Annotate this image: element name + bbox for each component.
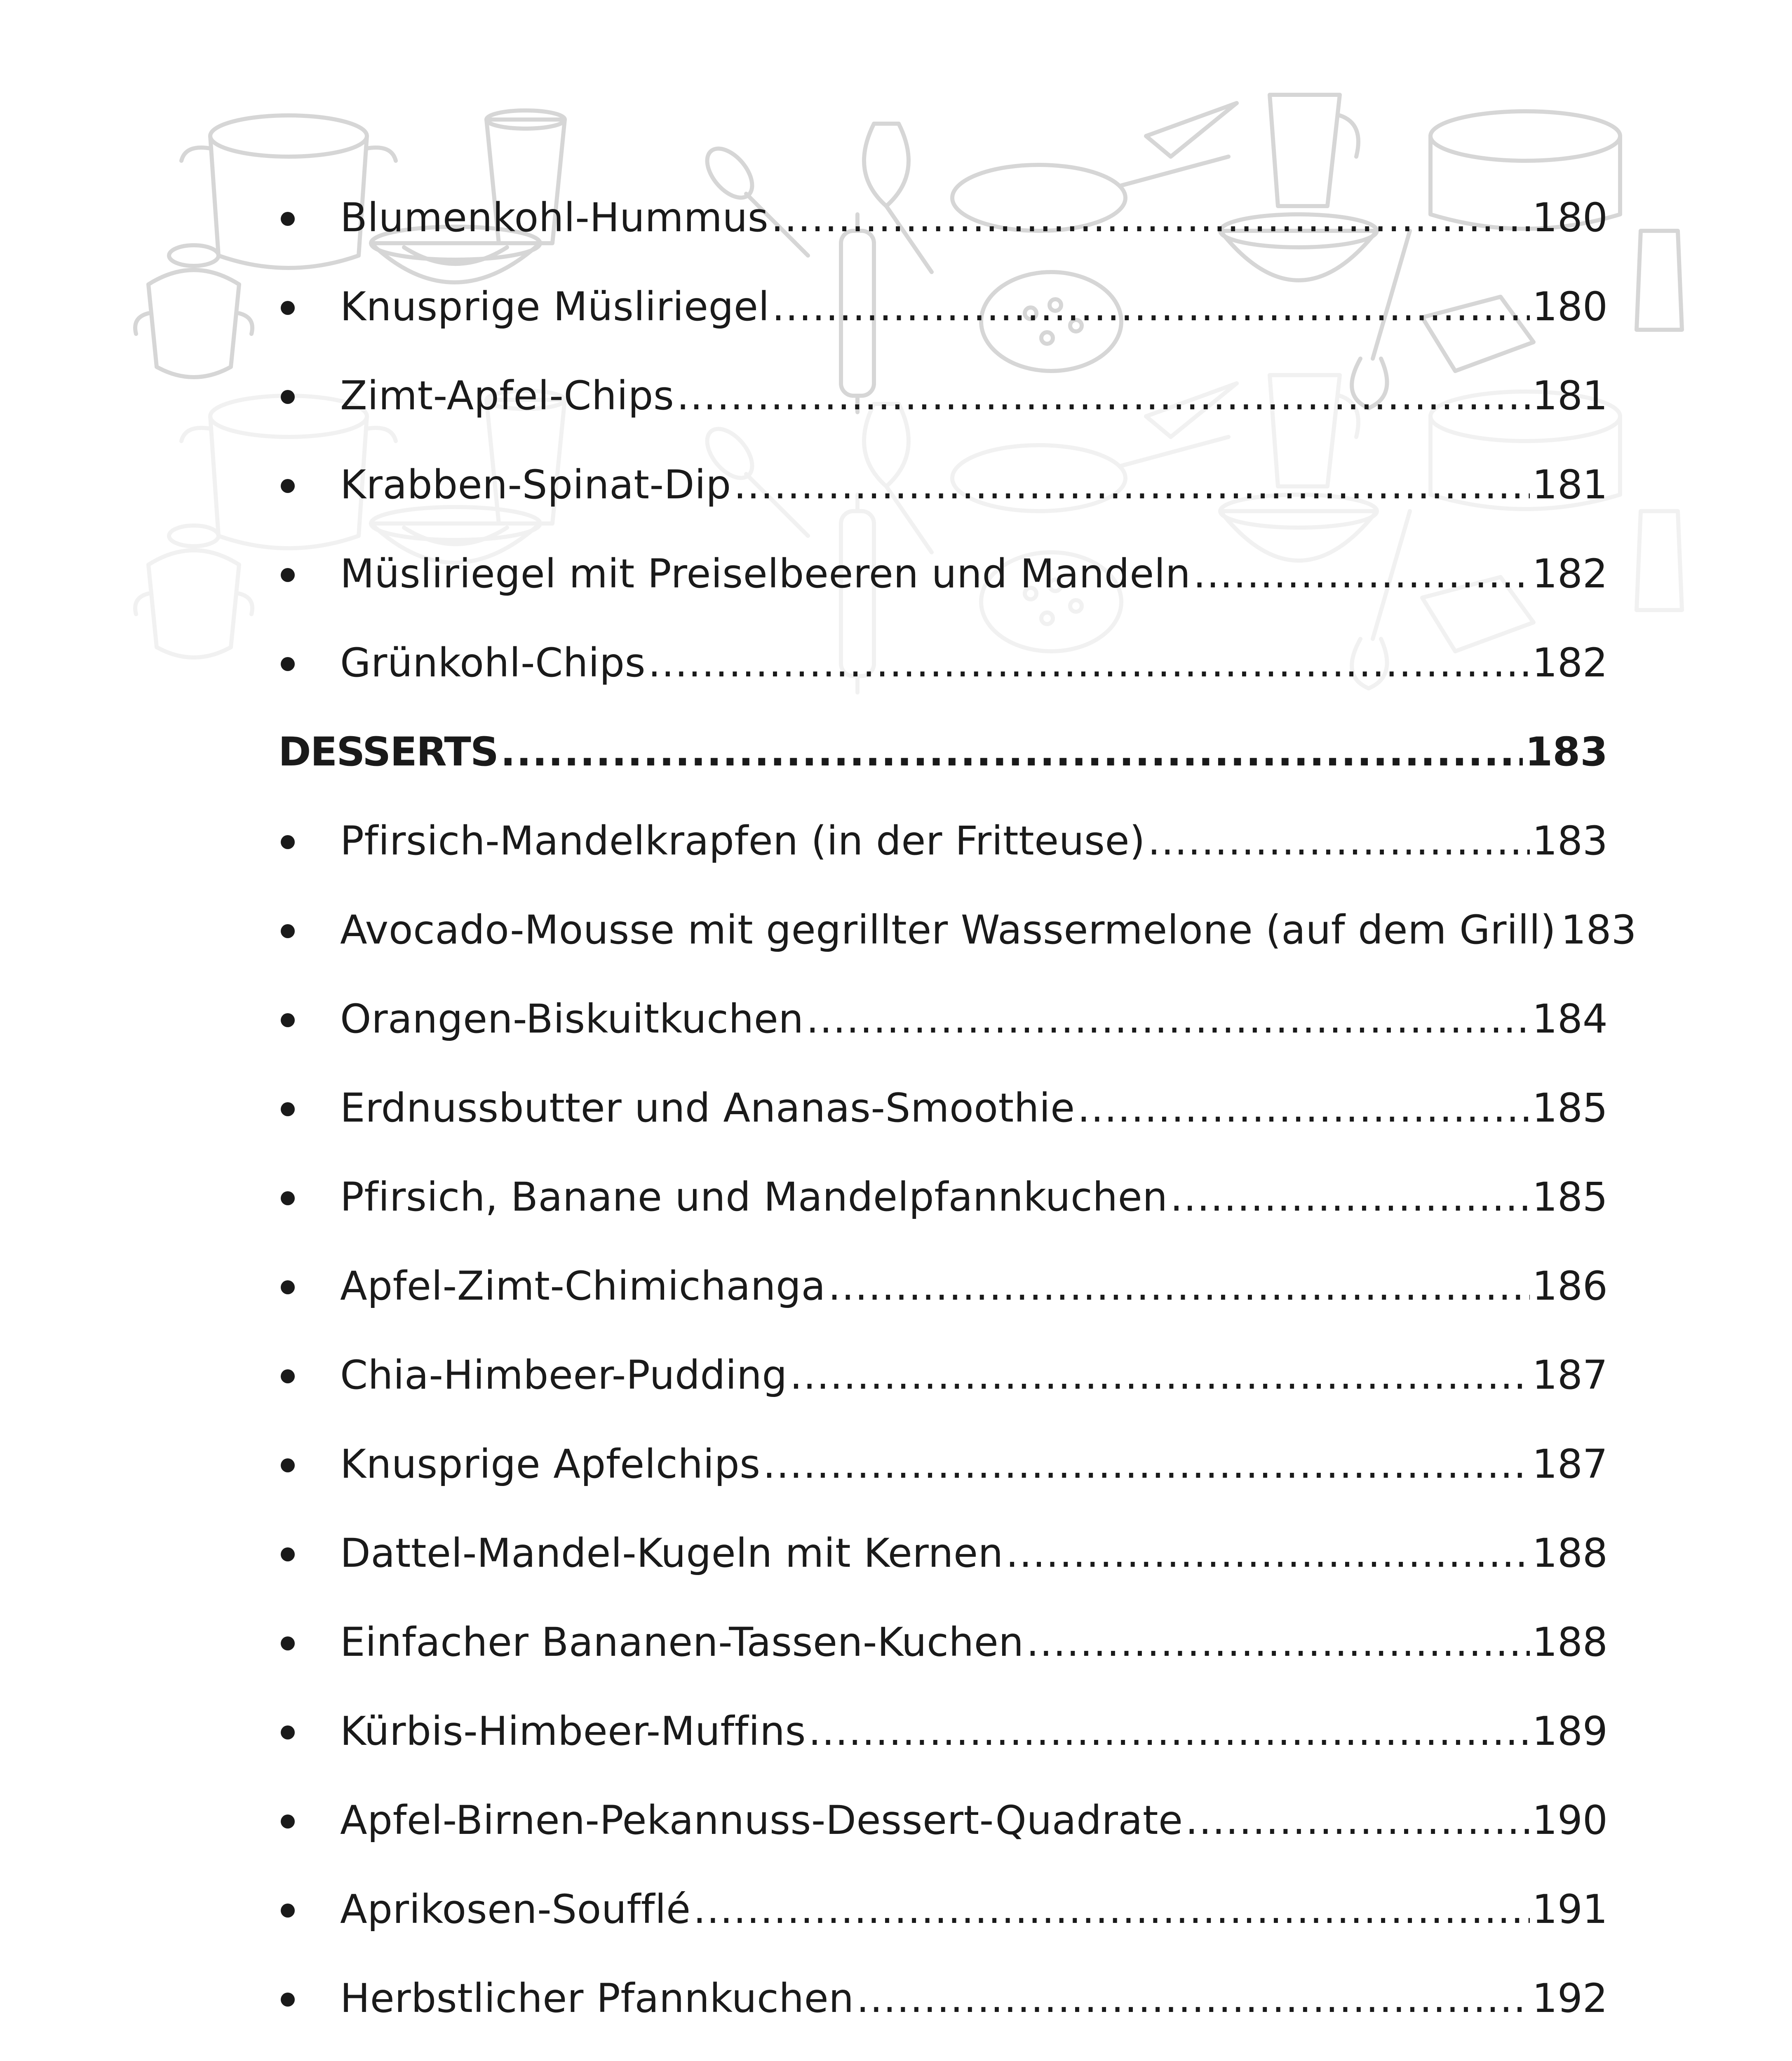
bullet-icon [278, 351, 340, 440]
toc-entry-title: Grünkohl-Chips [340, 640, 646, 686]
dot-leader [790, 1355, 1530, 1395]
dot-leader [1006, 1533, 1530, 1573]
bullet-icon [278, 1776, 340, 1865]
toc-page-number: 181 [1532, 462, 1608, 508]
toc-page-number: 188 [1532, 1530, 1608, 1576]
toc-entry-title: Zimt-Apfel-Chips [340, 373, 674, 419]
toc-page-number: 182 [1532, 640, 1608, 686]
grater-icon [1637, 231, 1682, 330]
dot-leader [1148, 821, 1530, 861]
bullet-icon [278, 1509, 340, 1598]
toc-entry[interactable] [278, 1776, 1608, 1865]
bullet-icon [278, 1153, 340, 1242]
bullet-icon [278, 1954, 340, 2043]
toc-entry[interactable] [278, 1865, 1608, 1954]
toc-entry[interactable] [278, 1954, 1608, 2043]
bullet-icon [278, 974, 340, 1063]
toc-entry[interactable] [278, 1242, 1608, 1331]
toc-entry-title: Krabben-Spinat-Dip [340, 462, 731, 508]
toc-page-number: 180 [1532, 195, 1608, 241]
toc-page-number: 180 [1532, 284, 1608, 330]
toc-page-number: 183 [1525, 729, 1608, 775]
toc-entry[interactable] [278, 1331, 1608, 1420]
toc-entry[interactable] [278, 1687, 1608, 1776]
toc-page-number: 181 [1532, 373, 1608, 419]
table-of-contents [278, 173, 1637, 2061]
toc-entry[interactable] [278, 618, 1608, 707]
bullet-icon [278, 262, 340, 351]
dot-leader [771, 198, 1529, 237]
toc-page-number: 191 [1532, 1886, 1608, 1932]
toc-entry-title: Pfirsich, Banane und Mandelpfannkuchen [340, 1174, 1168, 1220]
toc-entry-title: Kürbis-Himbeer-Muffins [340, 1708, 806, 1754]
toc-page-number: 186 [1532, 1263, 1608, 1309]
toc-entry[interactable] [278, 351, 1608, 440]
toc-section-heading[interactable] [278, 707, 1608, 796]
bullet-icon [278, 885, 340, 974]
toc-entry[interactable] [278, 440, 1608, 529]
toc-entry[interactable] [278, 529, 1608, 618]
toc-entry[interactable] [278, 1063, 1608, 1153]
toc-entry[interactable] [278, 173, 1608, 262]
toc-entry[interactable] [278, 2043, 1608, 2061]
dot-leader [648, 643, 1530, 683]
dot-leader [1170, 1177, 1530, 1217]
bullet-icon [278, 2043, 340, 2061]
bullet-icon [278, 1242, 340, 1331]
toc-entry[interactable] [278, 262, 1608, 351]
dot-leader [763, 1444, 1530, 1484]
toc-entry[interactable] [278, 885, 1637, 974]
bullet-icon [278, 1420, 340, 1509]
toc-page-number: 185 [1532, 1174, 1608, 1220]
toc-page-number: 183 [1532, 818, 1608, 864]
bullet-icon [278, 440, 340, 529]
bullet-icon [278, 1331, 340, 1420]
toc-entry-title: Aprikosen-Soufflé [340, 1886, 691, 1932]
toc-entry-title: Erdnussbutter und Ananas-Smoothie [340, 1085, 1075, 1131]
bullet-icon [278, 1598, 340, 1687]
knife-icon [1146, 103, 1237, 157]
dot-leader [857, 1979, 1530, 2018]
toc-entry-title: DESSERTS [278, 729, 498, 775]
dot-leader [1186, 1800, 1530, 1840]
toc-entry-title: Pfirsich-Mandelkrapfen (in der Fritteuse) [340, 818, 1146, 864]
toc-entry[interactable] [278, 1509, 1608, 1598]
toc-entry-title: Avocado-Mousse mit gegrillter Wassermelone (auf dem Grill) [340, 907, 1556, 953]
toc-entry[interactable] [278, 1153, 1608, 1242]
casserole-icon [135, 245, 252, 377]
bullet-icon [278, 618, 340, 707]
bullet-icon [278, 1865, 340, 1954]
bullet-icon [278, 529, 340, 618]
bullet-icon [278, 1687, 340, 1776]
toc-entry-title: Orangen-Biskuitkuchen [340, 996, 804, 1042]
dot-leader [806, 999, 1530, 1039]
toc-entry-title: Chia-Himbeer-Pudding [340, 1352, 787, 1398]
dot-leader [1026, 1622, 1530, 1662]
dot-leader [808, 1711, 1530, 1751]
toc-entry-title: Apfel-Zimt-Chimichanga [340, 1263, 826, 1309]
toc-entry-title: Blumenkohl-Hummus [340, 195, 769, 241]
toc-entry-title: Knusprige Apfelchips [340, 1441, 761, 1487]
toc-entry-title: Knusprige Müsliriegel [340, 284, 770, 330]
toc-entry-title: Apfel-Birnen-Pekannuss-Dessert-Quadrate [340, 1797, 1183, 1843]
toc-page-number: 182 [1532, 551, 1608, 597]
toc-page-number: 189 [1532, 1708, 1608, 1754]
dot-leader [1193, 554, 1529, 594]
dot-leader [676, 376, 1529, 415]
dot-leader [772, 287, 1530, 326]
toc-page-number: 188 [1532, 1619, 1608, 1665]
toc-entry[interactable] [278, 1598, 1608, 1687]
toc-entry[interactable] [278, 1420, 1608, 1509]
toc-entry-title: Dattel-Mandel-Kugeln mit Kernen [340, 1530, 1003, 1576]
bullet-icon [278, 173, 340, 262]
toc-page-number: 185 [1532, 1085, 1608, 1131]
toc-page-number: 187 [1532, 1441, 1608, 1487]
toc-page-number: 184 [1532, 996, 1608, 1042]
toc-entry[interactable] [278, 974, 1608, 1063]
toc-page-number: 187 [1532, 1352, 1608, 1398]
toc-page-number: 183 [1561, 907, 1637, 953]
dot-leader [693, 1890, 1530, 1929]
bullet-icon [278, 796, 340, 885]
toc-page-number: 192 [1532, 1975, 1608, 2021]
dot-leader [828, 1266, 1530, 1306]
toc-entry-title: Herbstlicher Pfannkuchen [340, 1975, 854, 2021]
dot-leader [500, 732, 1523, 772]
dot-leader [1078, 1088, 1530, 1128]
toc-entry-title: Einfacher Bananen-Tassen-Kuchen [340, 1619, 1024, 1665]
bullet-icon [278, 1063, 340, 1153]
toc-entry[interactable] [278, 796, 1608, 885]
toc-entry-title: Müsliriegel mit Preiselbeeren und Mandeln [340, 551, 1191, 597]
toc-page-number: 190 [1532, 1797, 1608, 1843]
dot-leader [734, 465, 1530, 505]
